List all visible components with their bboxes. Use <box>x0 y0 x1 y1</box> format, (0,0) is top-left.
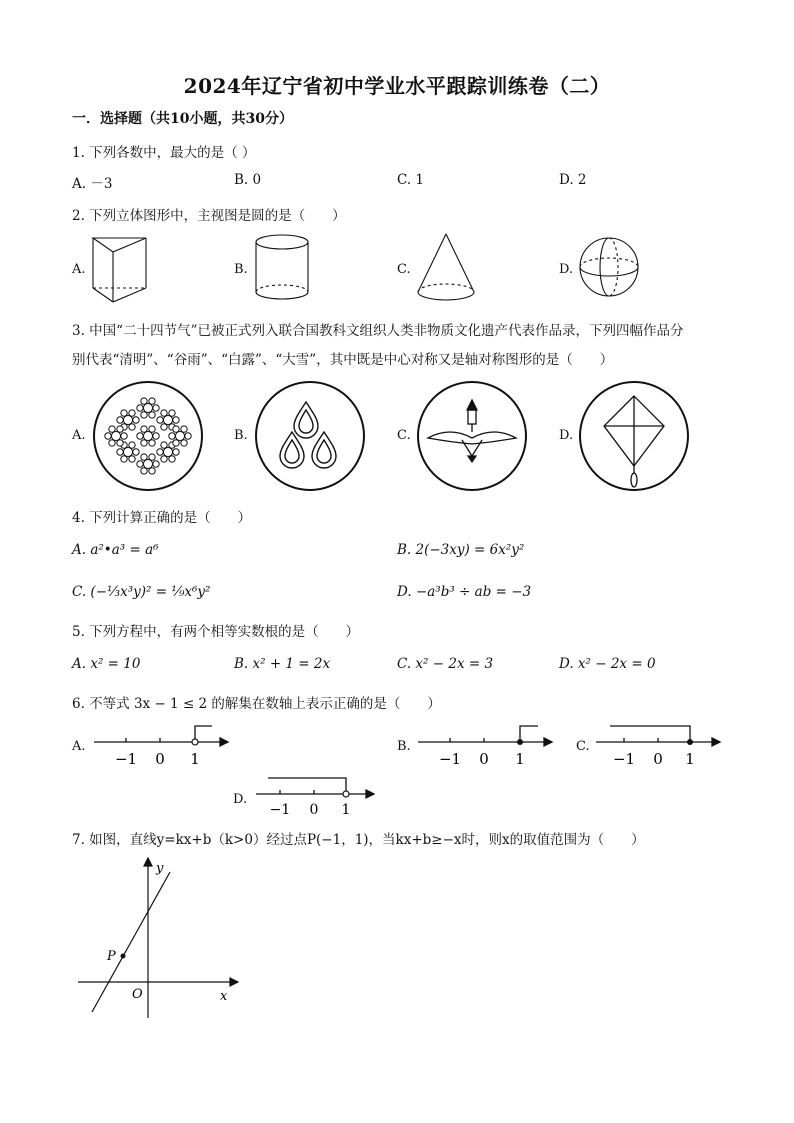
tick-1: 1 <box>685 750 695 768</box>
triangular-prism-figure <box>88 230 158 306</box>
q7-coordinate-graph <box>74 856 244 1022</box>
tick-0: 0 <box>479 750 489 768</box>
q6-label-a[interactable]: A. <box>72 739 86 754</box>
snowflake-dot <box>149 426 155 432</box>
snowflake-dot <box>105 433 111 439</box>
number-line-c <box>594 720 724 770</box>
snowflake-dot <box>164 416 173 425</box>
q3-label-a[interactable]: A. <box>72 428 86 443</box>
snowflake-dot <box>176 432 185 441</box>
section-heading: 一．选择题（共10小题，共30分） <box>72 111 293 127</box>
snowflake-dot <box>109 440 115 446</box>
snowflake-dot <box>157 417 163 423</box>
q2-label-d[interactable]: D. <box>559 262 574 277</box>
snowflake-dot <box>117 440 123 446</box>
q4-option-d[interactable]: D. −a³b³ ÷ ab = −3 <box>397 584 532 600</box>
snowflake-dot <box>149 440 155 446</box>
snowflake-dot <box>137 461 143 467</box>
snowflake-dot <box>185 433 191 439</box>
q1-option-c[interactable]: C. 1 <box>397 172 425 188</box>
q6-label-d[interactable]: D. <box>233 792 248 807</box>
q4-option-c[interactable]: C. (−⅓x³y)² = ⅑x⁶y² <box>72 584 211 600</box>
x-axis-label: x <box>220 989 228 1004</box>
snowflake-dot <box>161 424 167 430</box>
snowflake-dot <box>181 440 187 446</box>
snowflake-dot <box>161 410 167 416</box>
snowflake-dot <box>124 416 133 425</box>
snowflake-dot <box>149 468 155 474</box>
number-line-d <box>254 774 378 820</box>
tick-neg1: −1 <box>269 802 291 818</box>
snowflake-dot <box>129 456 135 462</box>
snowflake-dot <box>169 433 175 439</box>
snowflake-dot <box>141 426 147 432</box>
snowflake-dot <box>129 410 135 416</box>
daxue-kite-figure <box>578 380 690 492</box>
q6-stem: 6. 不等式 3x − 1 ≤ 2 的解集在数轴上表示正确的是（ ） <box>72 696 441 712</box>
q5-option-b[interactable]: B. x² + 1 = 2x <box>234 656 331 672</box>
snowflake-dot <box>181 426 187 432</box>
snowflake-dot <box>133 417 139 423</box>
number-line-b <box>414 720 556 770</box>
qingming-snowflake-figure <box>92 380 204 492</box>
snowflake-dot <box>153 405 159 411</box>
snowflake-dot <box>121 410 127 416</box>
q2-label-b[interactable]: B. <box>234 262 248 277</box>
q5-option-d[interactable]: D. x² − 2x = 0 <box>559 656 656 672</box>
q2-label-c[interactable]: C. <box>397 262 411 277</box>
snowflake-dot <box>153 461 159 467</box>
snowflake-dot <box>124 448 133 457</box>
tick-1: 1 <box>190 750 200 768</box>
snowflake-dot <box>164 448 173 457</box>
snowflake-dot <box>117 417 123 423</box>
page-title: 2024年辽宁省初中学业水平跟踪训练卷（二） <box>183 74 611 98</box>
q2-stem: 2. 下列立体图形中，主视图是圆的是（ ） <box>72 208 346 224</box>
snowflake-dot <box>121 456 127 462</box>
snowflake-dot <box>141 468 147 474</box>
snowflake-dot <box>173 426 179 432</box>
snowflake-dot <box>149 454 155 460</box>
tick-neg1: −1 <box>114 750 138 768</box>
snowflake-dot <box>149 398 155 404</box>
tick-neg1: −1 <box>438 750 462 768</box>
q7-stem: 7. 如图，直线y=kx+b（k>0）经过点P(−1，1)，当kx+b≥−x时，则x的取值范围为（ ） <box>72 832 645 848</box>
snowflake-dot <box>141 398 147 404</box>
snowflake-dot <box>173 417 179 423</box>
q6-label-b[interactable]: B. <box>397 739 411 754</box>
q6-label-c[interactable]: C. <box>576 739 590 754</box>
q4-stem: 4. 下列计算正确的是（ ） <box>72 510 252 526</box>
point-p-label: P <box>107 949 116 964</box>
snowflake-dot <box>112 432 121 441</box>
q5-stem: 5. 下列方程中，有两个相等实数根的是（ ） <box>72 624 360 640</box>
snowflake-dot <box>144 404 153 413</box>
sphere-figure <box>576 234 644 302</box>
cylinder-figure <box>250 232 316 304</box>
snowflake-dot <box>121 433 127 439</box>
tick-1: 1 <box>341 802 351 818</box>
q2-label-a[interactable]: A. <box>72 262 86 277</box>
snowflake-dot <box>117 449 123 455</box>
q4-option-b[interactable]: B. 2(−3xy) = 6x²y² <box>397 542 525 558</box>
q3-label-c[interactable]: C. <box>397 428 411 443</box>
snowflake-dot <box>173 449 179 455</box>
q4-option-a[interactable]: A. a²•a³ = a⁶ <box>72 542 159 558</box>
q3-label-b[interactable]: B. <box>234 428 248 443</box>
snowflake-dot <box>137 433 143 439</box>
snowflake-dot <box>141 454 147 460</box>
tick-neg1: −1 <box>612 750 636 768</box>
q1-option-a[interactable]: A. －3 <box>72 176 113 192</box>
q1-option-b[interactable]: B. 0 <box>234 172 262 188</box>
q1-stem: 1. 下列各数中，最大的是（ ） <box>72 145 256 161</box>
origin-label: O <box>132 987 143 1002</box>
tick-0: 0 <box>155 750 165 768</box>
tick-1: 1 <box>515 750 525 768</box>
snowflake-dot <box>149 412 155 418</box>
q5-option-a[interactable]: A. x² = 10 <box>72 656 141 672</box>
snowflake-dot <box>141 412 147 418</box>
snowflake-dot <box>117 426 123 432</box>
q5-option-c[interactable]: C. x² − 2x = 3 <box>397 656 494 672</box>
q3-label-d[interactable]: D. <box>559 428 574 443</box>
snowflake-dot <box>109 426 115 432</box>
snowflake-dot <box>161 442 167 448</box>
snowflake-dot <box>169 456 175 462</box>
snowflake-dot <box>129 442 135 448</box>
y-axis-label: y <box>156 861 164 876</box>
tick-0: 0 <box>653 750 663 768</box>
snowflake-dot <box>144 432 153 441</box>
snowflake-dot <box>173 440 179 446</box>
snowflake-dot <box>169 410 175 416</box>
snowflake-dot <box>141 440 147 446</box>
cone-figure <box>412 230 480 306</box>
snowflake-dot <box>133 449 139 455</box>
snowflake-dot <box>129 424 135 430</box>
snowflake-dot <box>161 456 167 462</box>
q3-stem-line1: 3. 中国“二十四节气”已被正式列入联合国教科文组织人类非物质文化遗产代表作品录，下列四幅作品分 <box>72 323 684 339</box>
q1-option-d[interactable]: D. 2 <box>559 172 587 188</box>
snowflake-dot <box>153 433 159 439</box>
q3-stem-line2: 别代表“清明”、“谷雨”、“白露”、“大雪”，其中既是中心对称又是轴对称图形的是（ ） <box>72 352 614 368</box>
snowflake-dot <box>157 449 163 455</box>
snowflake-dot <box>137 405 143 411</box>
guyu-raindrops-figure <box>254 380 366 492</box>
bailu-figure <box>416 380 528 492</box>
tick-0: 0 <box>309 802 319 818</box>
snowflake-dot <box>144 460 153 469</box>
number-line-a <box>90 720 232 770</box>
